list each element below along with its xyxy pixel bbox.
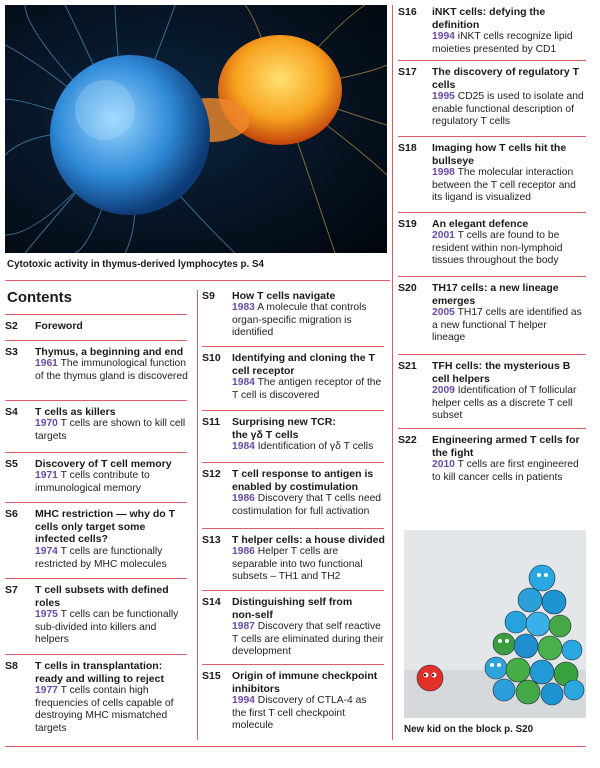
entry-number: S5: [5, 458, 18, 470]
entry-description: T cells are found to be resident within non-lymphoid tissues throughout the body: [432, 230, 563, 267]
entry-number: S22: [398, 434, 417, 446]
entry-title: T cells in transplantation: ready and willing to reject: [35, 660, 164, 685]
entry-description: T cells can be functionally sub-divided into killers and helpers: [35, 609, 179, 646]
entry-rule: [5, 400, 187, 401]
column-divider-2: [392, 5, 393, 740]
entry-number: S15: [202, 670, 221, 682]
entry-rule: [202, 410, 384, 411]
entry-rule: [5, 340, 187, 341]
entry-number: S11: [202, 416, 221, 428]
entry-year: 1995: [432, 91, 455, 102]
entry-number: S21: [398, 360, 417, 372]
entry-rule: [5, 502, 187, 503]
entry-description: T cells are first engineered to kill cancer cells in patients: [432, 459, 579, 483]
entry-description: Identification of γδ T cells: [257, 441, 374, 452]
entry-description: T cells are shown to kill cell targets: [35, 418, 186, 442]
contents-heading: Contents: [7, 289, 72, 306]
entry-description: T cells contribute to immunological memory: [35, 470, 150, 494]
toc-entry-s6[interactable]: [5, 502, 187, 574]
entry-title: T cells as killers: [35, 406, 116, 418]
entry-rule: [398, 60, 586, 61]
entry-description: iNKT cells recognize lipid moieties presented by CD1: [432, 31, 573, 55]
entry-title: Origin of immune checkpoint inhibitors: [232, 670, 378, 695]
entry-rule: [398, 276, 586, 277]
toc-entry-s20[interactable]: [398, 276, 586, 352]
entry-year: 1977: [35, 685, 58, 696]
entry-rule: [398, 212, 586, 213]
entry-number: S18: [398, 142, 417, 154]
bottom-rule: [5, 746, 586, 747]
toc-entry-s16[interactable]: [398, 0, 586, 58]
entry-year: 1983: [232, 302, 255, 313]
entry-title: Foreword: [35, 320, 83, 332]
hero-image-cytotoxic-cells: [5, 5, 387, 253]
entry-year: 1994: [432, 31, 455, 42]
entry-title: Identifying and cloning the T cell receptor: [232, 352, 375, 377]
entry-description: The molecular interaction between the T cell receptor and its ligand is visualized: [432, 167, 576, 204]
entry-number: S19: [398, 218, 417, 230]
entry-rule: [5, 314, 187, 315]
toc-entry-s8[interactable]: [5, 654, 187, 740]
section-rule: [5, 280, 390, 281]
kid-photo-caption: New kid on the block p. S20: [404, 724, 534, 735]
toc-entry-s19[interactable]: [398, 212, 586, 274]
new-kid-photo: [404, 530, 586, 718]
entry-year: 2001: [432, 230, 455, 241]
entry-title: Surprising new TCR: the γδ T cells: [232, 416, 336, 441]
entry-title: Thymus, a beginning and end: [35, 346, 184, 358]
column-divider-1: [197, 290, 198, 740]
entry-number: S13: [202, 534, 221, 546]
toc-entry-s9[interactable]: [202, 284, 384, 344]
toc-entry-s4[interactable]: [5, 400, 187, 448]
entry-year: 1975: [35, 609, 58, 620]
entry-year: 1986: [232, 546, 255, 557]
toc-entry-s15[interactable]: [202, 664, 384, 740]
entry-rule: [202, 346, 384, 347]
entry-title: TFH cells: the mysterious B cell helpers: [432, 360, 571, 385]
entry-title: T cell response to antigen is enabled by costimulation: [232, 468, 374, 493]
entry-description: T cells are functionally restricted by MHC molecules: [35, 546, 167, 570]
toc-entry-s7[interactable]: [5, 578, 187, 650]
toc-entry-s22[interactable]: [398, 428, 586, 504]
entry-year: 2005: [432, 307, 455, 318]
entry-number: S4: [5, 406, 18, 418]
toc-entry-s12[interactable]: [202, 462, 384, 526]
entry-description: TH17 cells are identified as a new functional T helper lineage: [432, 307, 582, 344]
entry-year: 1984: [232, 377, 255, 388]
entry-title: T cell subsets with defined roles: [35, 584, 169, 609]
hero-caption: Cytotoxic activity in thymus-derived lymphocytes p. S4: [7, 259, 264, 270]
entry-description: Discovery of CTLA-4 as the first T cell checkpoint molecule: [232, 695, 367, 732]
entry-title: TH17 cells: a new lineage emerges: [432, 282, 559, 307]
entry-description: Discovery that self reactive T cells are eliminated during their development: [232, 621, 384, 658]
entry-description: The antigen receptor of the T cell is discovered: [232, 377, 382, 401]
entry-description: A molecule that controls organ-specific migration is identified: [232, 302, 367, 339]
entry-number: S20: [398, 282, 417, 294]
toc-entry-s3[interactable]: [5, 340, 187, 398]
entry-title: MHC restriction — why do T cells only target some infected cells?: [35, 508, 176, 545]
toc-entry-s17[interactable]: [398, 60, 586, 134]
entry-rule: [398, 428, 586, 429]
entry-number: S17: [398, 66, 417, 78]
entry-title: Engineering armed T cells for the fight: [432, 434, 580, 459]
entry-number: S6: [5, 508, 18, 520]
entry-number: S12: [202, 468, 221, 480]
entry-rule: [202, 590, 384, 591]
entry-year: 2010: [432, 459, 455, 470]
entry-title: An elegant defence: [432, 218, 529, 230]
entry-number: S10: [202, 352, 221, 364]
entry-title: iNKT cells: defying the definition: [432, 6, 546, 31]
entry-rule: [5, 452, 187, 453]
entry-year: 1998: [432, 167, 455, 178]
entry-number: S8: [5, 660, 18, 672]
entry-year: 1970: [35, 418, 58, 429]
entry-title: How T cells navigate: [232, 290, 336, 302]
entry-title: Distinguishing self from non-self: [232, 596, 353, 621]
entry-description: CD25 is used to isolate and enable functional description of regulatory T cells: [432, 91, 584, 128]
entry-title: Imaging how T cells hit the bullseye: [432, 142, 567, 167]
toc-entry-s10[interactable]: [202, 346, 384, 408]
entry-title: Discovery of T cell memory: [35, 458, 172, 470]
entry-number: S3: [5, 346, 18, 358]
entry-description: Discovery that T cells need costimulation for full activation: [232, 493, 382, 517]
entry-number: S16: [398, 6, 417, 18]
toc-entry-s14[interactable]: [202, 590, 384, 662]
toc-entry-s11[interactable]: [202, 410, 384, 460]
entry-description: Identification of T follicular helper cells as a discrete T cell subset: [432, 385, 577, 422]
entry-year: 1986: [232, 493, 255, 504]
entry-title: The discovery of regulatory T cells: [432, 66, 580, 91]
entry-description: T cells contain high frequencies of cells capable of destroying MHC mismatched targets: [35, 685, 174, 734]
toc-entry-s5[interactable]: [5, 452, 187, 500]
entry-number: S7: [5, 584, 18, 596]
entry-year: 1994: [232, 695, 255, 706]
entry-rule: [5, 578, 187, 579]
entry-year: 1961: [35, 358, 58, 369]
toc-entry-s13[interactable]: [202, 528, 384, 588]
entry-title: T helper cells: a house divided: [232, 534, 385, 546]
entry-description: Helper T cells are separable into two functional subsets – TH1 and TH2: [232, 546, 363, 583]
entry-year: 1987: [232, 621, 255, 632]
entry-rule: [5, 654, 187, 655]
entry-rule: [202, 664, 384, 665]
entry-rule: [398, 354, 586, 355]
entry-year: 1984: [232, 441, 255, 452]
entry-number: S9: [202, 290, 215, 302]
toc-entry-s21[interactable]: [398, 354, 586, 426]
entry-rule: [398, 136, 586, 137]
entry-number: S2: [5, 320, 18, 332]
toc-entry-s18[interactable]: [398, 136, 586, 210]
entry-description: The immunological function of the thymus gland is discovered: [35, 358, 188, 382]
entry-number: S14: [202, 596, 221, 608]
entry-year: 1971: [35, 470, 58, 481]
entry-year: 1974: [35, 546, 58, 557]
toc-entry-s2[interactable]: [5, 314, 187, 336]
entry-year: 2009: [432, 385, 455, 396]
entry-rule: [202, 528, 384, 529]
entry-rule: [202, 462, 384, 463]
